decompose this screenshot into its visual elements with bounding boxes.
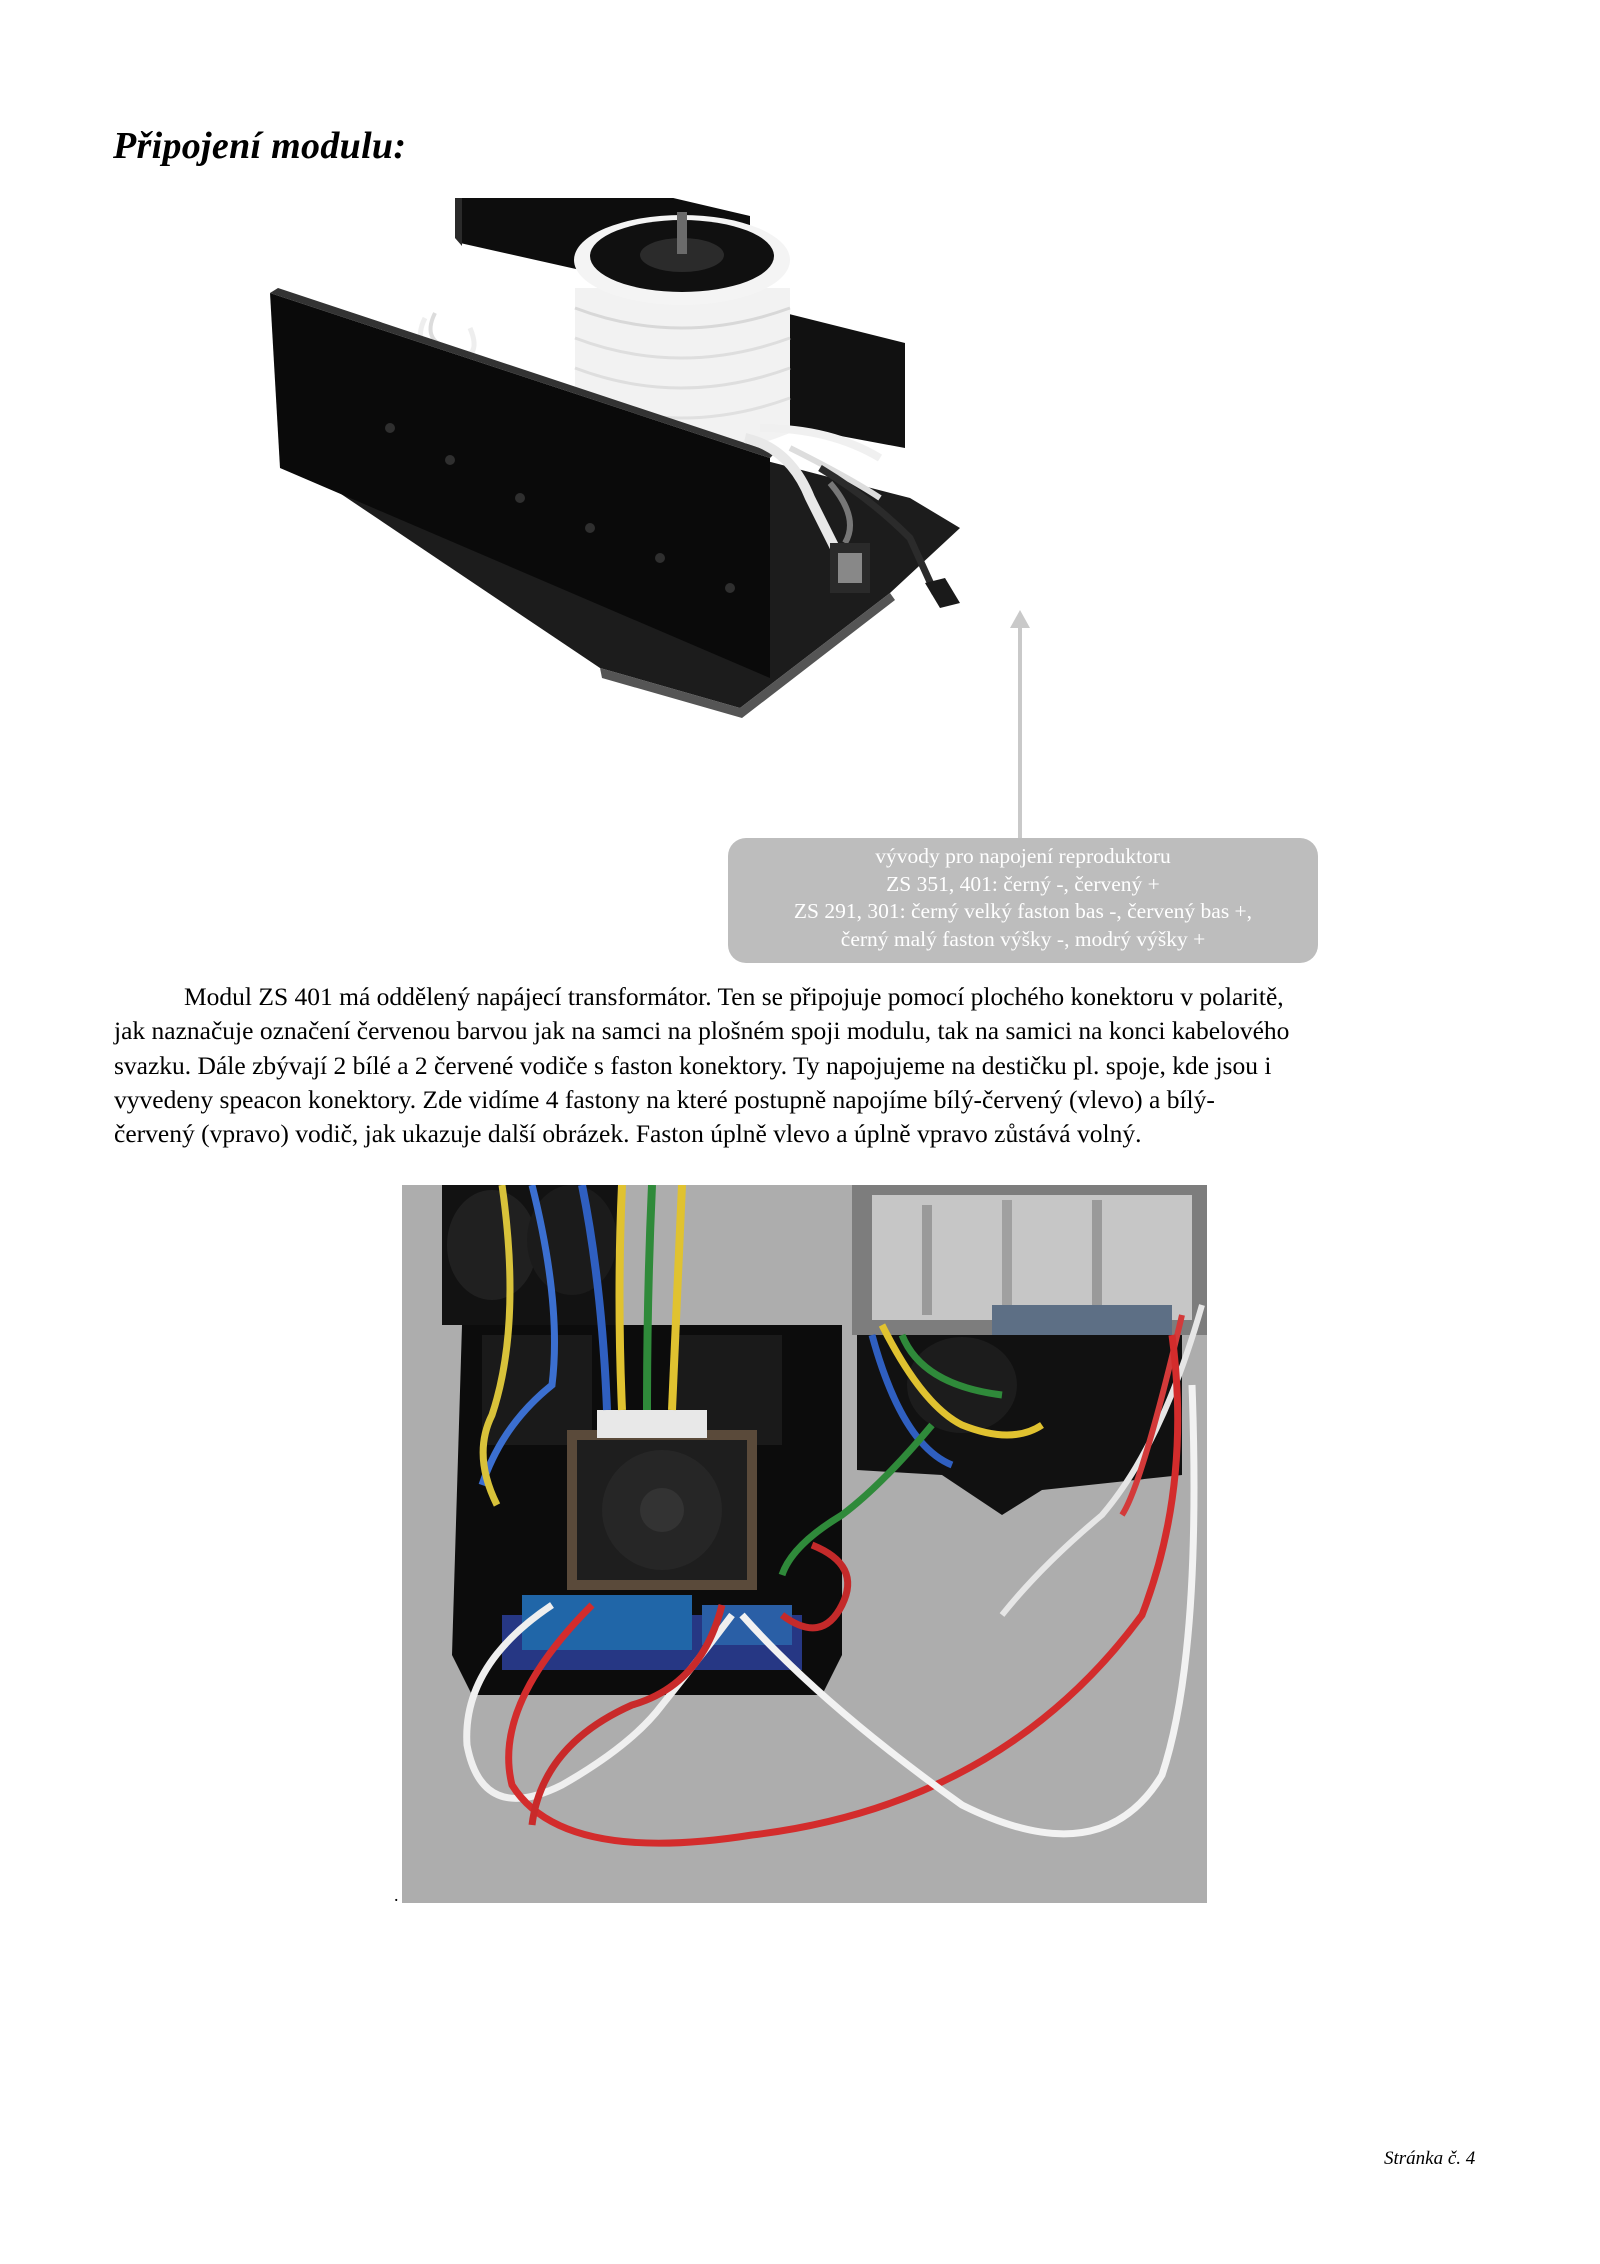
stray-dot: . (394, 1885, 399, 1905)
speaker-outputs-callout (728, 838, 1318, 963)
body-line: červený (vpravo) vodič, jak ukazuje další obrázek. Faston úplně vlevo a úplně vpravo zůstává volný. (114, 1119, 1142, 1149)
callout-arrow (990, 610, 1050, 840)
body-paragraph (114, 980, 1487, 1151)
callout-line: ZS 351, 401: černý -, červený + (886, 871, 1160, 896)
body-line: jak naznačuje označení červenou barvou jak na samci na plošném spoji modulu, tak na samici na konci kabelového (114, 1016, 1290, 1046)
callout-line: černý malý faston výšky -, modrý výšky + (840, 926, 1206, 951)
module-photo (270, 198, 1070, 740)
page-number: Stránka č. 4 (1384, 2148, 1476, 2169)
body-line: vyvedeny speacon konektory. Zde vidíme 4 fastony na které postupně napojíme bílý-červený (vlevo) a bílý- (114, 1084, 1215, 1114)
callout-line: vývody pro napojení reproduktoru (875, 844, 1171, 868)
body-line: svazku. Dále zbývají 2 bílé a 2 červené vodiče s faston konektory. Ty napojujeme na destičku pl. spoje, kde jsou i (114, 1050, 1272, 1080)
section-heading: Připojení modulu: (113, 125, 407, 167)
body-line: Modul ZS 401 má oddělený napájecí transformátor. Ten se připojuje pomocí plochého konektoru v polaritě, (184, 982, 1284, 1011)
callout-line: ZS 291, 301: černý velký faston bas -, červený bas +, (793, 899, 1253, 923)
wiring-photo (402, 1185, 1207, 1903)
